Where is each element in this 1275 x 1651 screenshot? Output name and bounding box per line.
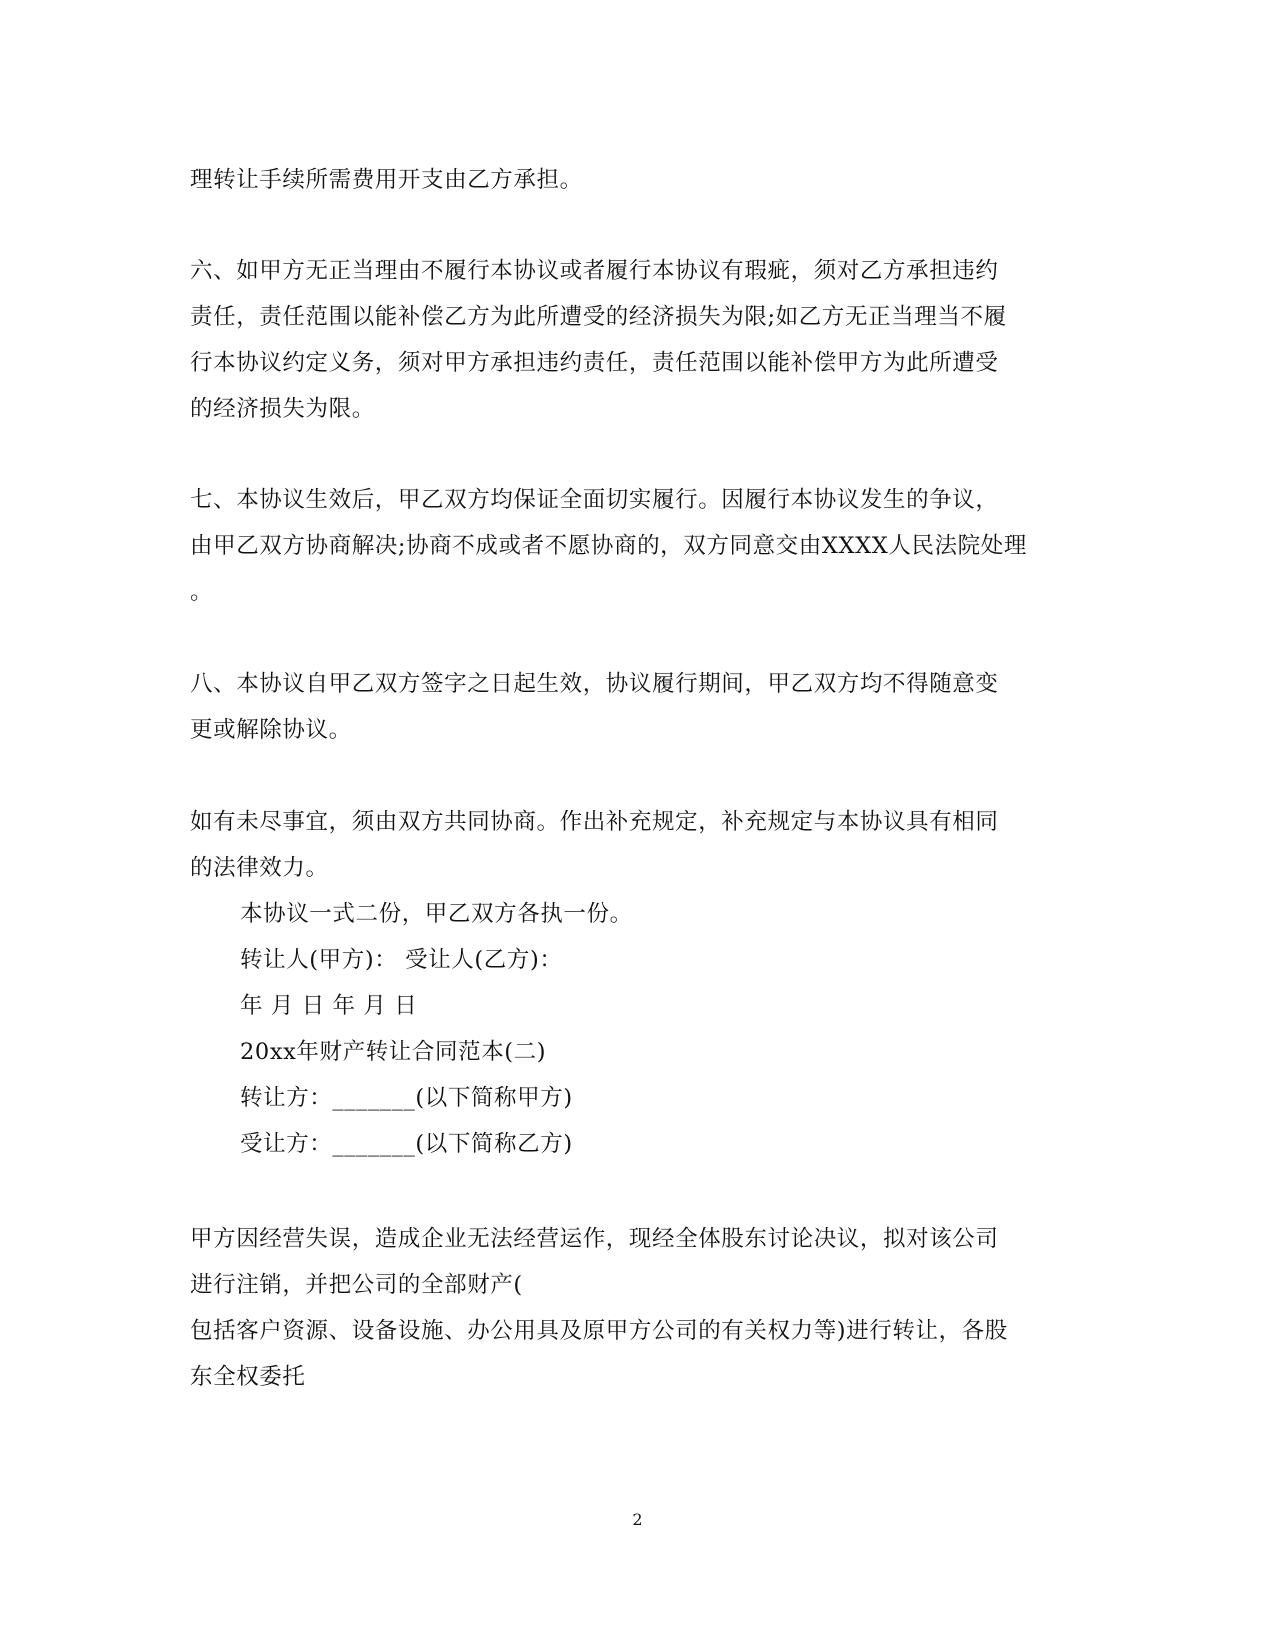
text-line: 本协议一式二份，甲乙双方各执一份。 — [240, 901, 633, 927]
transferor-line: 转让方：_______(以下简称甲方) — [240, 1085, 573, 1111]
date-line: 年 月 日 年 月 日 — [240, 993, 418, 1019]
text-line: 七、本协议生效后，甲乙双方均保证全面切实履行。因履行本协议发生的争议， — [190, 487, 999, 513]
text-line: 进行注销，并把公司的全部财产( — [190, 1272, 523, 1298]
text-line: 由甲乙双方协商解决;协商不成或者不愿协商的，双方同意交由XXXX人民法院处理 — [190, 533, 1027, 559]
text-line: 更或解除协议。 — [190, 717, 352, 743]
text-line: 甲方因经营失误，造成企业无法经营运作，现经全体股东讨论决议，拟对该公司 — [190, 1226, 999, 1252]
text-line: 包括客户资源、设备设施、办公用具及原甲方公司的有关权力等)进行转让，各股 — [190, 1318, 1008, 1344]
text-line: 。 — [190, 579, 214, 605]
text-line: 东全权委托 — [190, 1364, 306, 1390]
section-title: 20xx年财产转让合同范本(二) — [240, 1039, 547, 1065]
text-line: 的经济损失为限。 — [190, 396, 375, 422]
text-line: 如有未尽事宜，须由双方共同协商。作出补充规定，补充规定与本协议具有相同 — [190, 809, 999, 835]
signature-parties-line: 转让人(甲方)： 受让人(乙方)： — [240, 947, 563, 973]
text-line: 理转让手续所需费用开支由乙方承担。 — [190, 167, 583, 193]
page-number: 2 — [632, 1510, 643, 1529]
text-line: 六、如甲方无正当理由不履行本协议或者履行本协议有瑕疵，须对乙方承担违约 — [190, 258, 999, 284]
text-line: 的法律效力。 — [190, 855, 329, 881]
text-line: 八、本协议自甲乙双方签字之日起生效，协议履行期间，甲乙双方均不得随意变 — [190, 671, 999, 697]
transferee-line: 受让方：_______(以下简称乙方) — [240, 1131, 573, 1157]
text-line: 责任，责任范围以能补偿乙方为此所遭受的经济损失为限;如乙方无正当理当不履 — [190, 304, 1007, 330]
text-line: 行本协议约定义务，须对甲方承担违约责任，责任范围以能补偿甲方为此所遭受 — [190, 350, 999, 376]
